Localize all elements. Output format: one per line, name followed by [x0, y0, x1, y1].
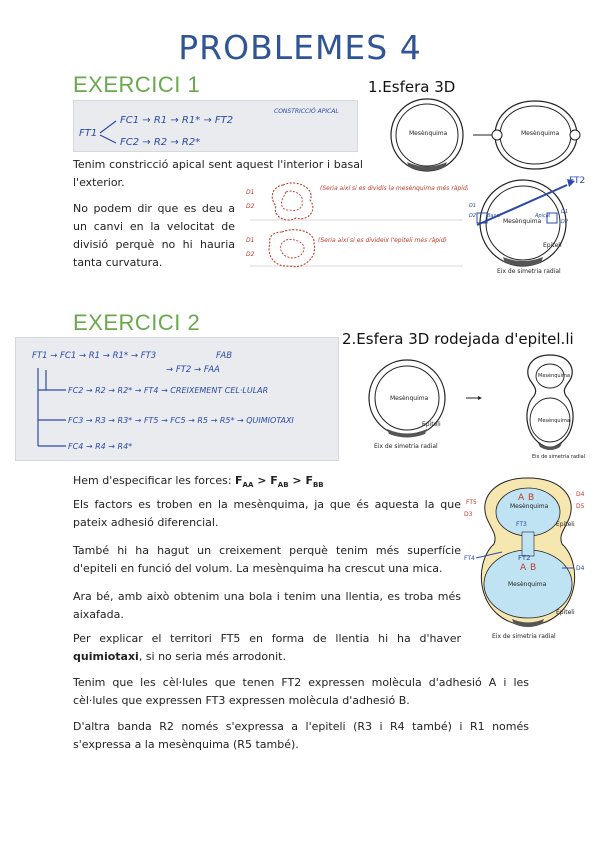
- rd-label: D4: [576, 565, 585, 572]
- epiteli-label: Epiteli: [543, 242, 562, 249]
- rd-label: FT4: [464, 555, 475, 562]
- epiteli-label: Epiteli: [422, 421, 441, 428]
- rd-label: FT5: [466, 499, 477, 506]
- ex2-colored-diagram: [462, 474, 596, 644]
- quimiotaxi-bold: quimiotaxi: [73, 650, 139, 663]
- sketch-label: D1: [246, 237, 255, 244]
- ex2-handwritten-photo: [15, 337, 339, 461]
- ex2-para-g: D'altra banda R2 només s'expressa a l'epiteli (R3 i R4 també) i R1 només s'expressa a la mesènquima (R5 també).: [73, 720, 529, 751]
- eix-label: Eix de simetria radial: [374, 443, 438, 450]
- ex1-sphere-diagram: [385, 95, 590, 275]
- ex2-para-c: També hi ha hagut un creixement perquè tenim més superfície d'epiteli en funció del volum. La mesènquima ha crescut una mica.: [73, 544, 461, 575]
- photo-row-1c: FAB: [216, 351, 233, 361]
- diagram-label: D2: [561, 219, 569, 225]
- ex1-handwriting: [74, 101, 357, 151]
- eix-label: Eix de simetria radial: [497, 268, 561, 275]
- photo-row-1: FT1 → FC1 → R1 → R1* → FT3: [32, 351, 157, 361]
- ex2-para-b: Els factors es troben en la mesènquima, ja que és aquesta la que pateix adhesió diferencial.: [73, 498, 461, 529]
- sketch-blob-1: [272, 183, 313, 220]
- sketch-label: D2: [246, 203, 255, 210]
- diagram-label: D1: [469, 203, 477, 209]
- mesenquima-label: Mesènquima: [409, 130, 448, 137]
- epiteli-label: Epiteli: [556, 521, 575, 528]
- rd-label: FT3: [516, 521, 527, 528]
- rd-label: D4: [576, 491, 585, 498]
- mesenquima-label: Mesènquima: [390, 395, 429, 402]
- mesenquima-label: Mesènquima: [508, 581, 547, 588]
- ex2-figure-title: 2.Esfera 3D rodejada d'epitel.li: [342, 330, 574, 348]
- force-fab: $F_{AB}$: [270, 474, 289, 490]
- rd-label: B: [528, 493, 535, 503]
- photo-row-top: FC1 → R1 → R1* → FT2: [120, 115, 234, 126]
- photo-row-bot: FC2 → R2 → R2*: [120, 137, 201, 148]
- exercici-1-heading: EXERCICI 1: [73, 72, 201, 97]
- rd-label: A: [518, 493, 525, 503]
- mesenquima-label: Mesènquima: [510, 503, 549, 510]
- sketch-label: D1: [246, 189, 255, 196]
- ft2-label: FT2: [569, 176, 586, 186]
- ex1-para-1: Tenim constricció apical sent aquest l'interior i basal l'exterior.: [73, 158, 363, 189]
- diagram-label: Apical: [535, 213, 551, 219]
- sketch-note-2: (Seria així si es divideix l'epiteli més ràpid): [318, 237, 447, 244]
- ex1-para-2: No podem dir que es deu a un canvi en la velocitat de divisió perquè no hi hauria tanta curvatura.: [73, 202, 235, 269]
- photo-ft1: FT1: [79, 128, 98, 139]
- rd-label: FT2: [518, 554, 531, 562]
- photo-row-1b: → FT2 → FAA: [166, 365, 220, 375]
- mesenquima-label: Mesènquima: [521, 130, 560, 137]
- eix-label: Eix de simetria radial: [492, 633, 556, 640]
- epiteli-label: Epiteli: [556, 609, 575, 616]
- sketch-blob-2: [269, 230, 315, 267]
- diagram-label: Basal: [487, 213, 501, 219]
- rd-label: D3: [464, 511, 473, 518]
- eix-label: Eix de simetria radial: [532, 454, 586, 460]
- photo-note: CONSTRICCIÓ APICAL: [274, 108, 339, 115]
- rd-label: D5: [576, 503, 585, 510]
- rd-label: B: [530, 563, 537, 573]
- ex2-para-e: Per explicar el territori FT5 en forma de llentia hi ha d'haver quimiotaxi, si no seria més arrodonit.: [73, 632, 461, 663]
- photo-row-3: FC3 → R3 → R3* → FT5 → FC5 → R5 → R5* → QUIMIOTAXI: [68, 416, 294, 425]
- mesenquima-label: Mesènquima: [538, 373, 570, 379]
- mesenquima-label: Mesènquima: [538, 418, 570, 424]
- forces-text: Hem d'especificar les forces:: [73, 474, 236, 487]
- ex2-para-d: Ara bé, amb això obtenim una bola i tenim una llentia, es troba més aixafada.: [73, 590, 461, 621]
- sketch-label: D2: [246, 251, 255, 258]
- ex1-handwritten-photo: [73, 100, 358, 152]
- rd-label: A: [520, 563, 527, 573]
- diagram-label: D1: [561, 209, 569, 215]
- exercici-2-heading: EXERCICI 2: [73, 310, 201, 335]
- diagram-label: D2: [469, 213, 477, 219]
- sketch-note-1: (Seria així si es dividís la mesènquima més ràpid): [320, 185, 468, 192]
- force-faa: $F_{AA}$: [235, 474, 254, 490]
- mesenquima-label: Mesènquima: [503, 218, 542, 225]
- forces-line: Hem d'especificar les forces: $F_{AA} > F_{AB} > F_{BB}$: [73, 474, 324, 490]
- photo-row-2: FC2 → R2 → R2* → FT4 → CREIXEMENT CEL·LULAR: [68, 386, 269, 395]
- page-title: PROBLEMES 4: [178, 28, 422, 67]
- force-fbb: $F_{BB}$: [305, 474, 324, 490]
- ex2-handwriting: [16, 338, 338, 460]
- ex2-para-f: Tenim que les cèl·lules que tenen FT2 expressen molècula d'adhesió A i les cèl·lules que expressen FT3 expressen molècula d'adhesió B.: [73, 676, 529, 707]
- photo-row-4: FC4 → R4 → R4*: [68, 442, 133, 451]
- ex2-sphere-diagram: [362, 350, 594, 465]
- ex1-figure-title: 1.Esfera 3D: [368, 78, 456, 96]
